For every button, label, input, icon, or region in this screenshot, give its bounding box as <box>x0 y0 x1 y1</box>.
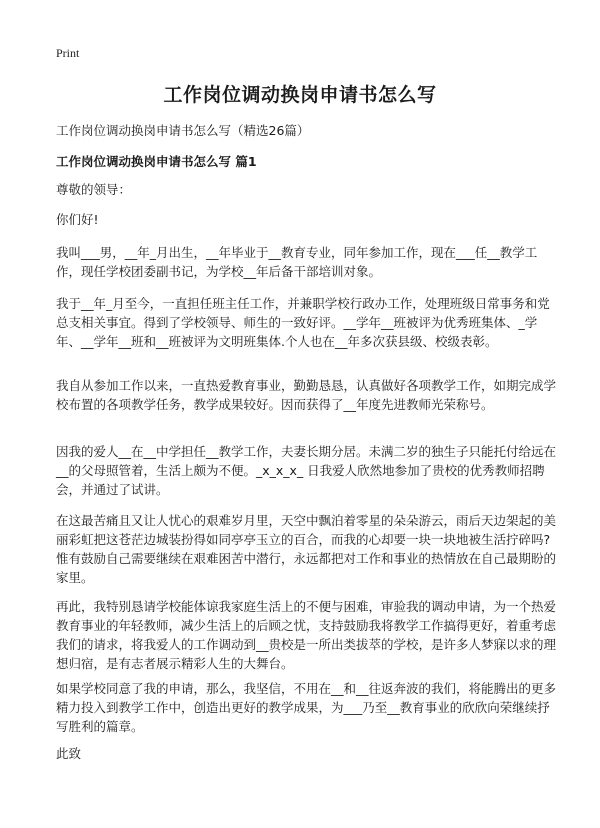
page-title: 工作岗位调动换岗申请书怎么写 <box>163 84 437 106</box>
closing: 此致 <box>56 746 82 761</box>
salutation: 尊敬的领导： <box>56 182 132 197</box>
greeting: 你们好! <box>56 212 99 227</box>
paragraph-7: 如果学校同意了我的申请，那么，我坚信，不用在__和__往返奔波的我们，将能腾出的更多精力投入到教学工作中，创造出更好的教学成果，为___乃至__教育事业的欣欣向荣继续抒写胜利的篇章。 <box>56 681 557 734</box>
paragraph-1: 我叫___男，__年_月出生，__年毕业于__教育专业，同年参加工作，现在___任__教学工作，现任学校团委副书记，为学校__年后备干部培训对象。 <box>56 245 538 279</box>
print-link[interactable]: Print <box>56 46 80 60</box>
paragraph-4: 因我的爱人__在__中学担任__教学工作，夫妻长期分居。未满二岁的独生子只能托付给远在__的父母照管着，生活上颇为不便。_x_x_x_ 日我爱人欣然地参加了贵校的优秀教师招聘会，并通过了试讲。 <box>56 444 557 497</box>
document-subtitle: 工作岗位调动换岗申请书怎么写（精选26篇） <box>56 123 310 138</box>
paragraph-5: 在这最苦痛且又让人忧心的艰难岁月里，天空中飘泊着零星的朵朵游云，雨后天边架起的美丽彩虹把这苍茫边城装扮得如同亭亭玉立的百合，而我的心却要一块一块地被生活拧碎吗?惟有鼓励自己需要继续在艰难困苦中潜行，永远都把对工作和事业的热情放在自己最期盼的家里。 <box>56 513 557 585</box>
paragraph-6: 再此，我特别恳请学校能体谅我家庭生活上的不便与困难，审验我的调动申请，为一个热爱教育事业的年轻教师，减少生活上的后顾之忧，支持鼓励我将教学工作搞得更好，着重考虑我们的请求，将我爱人的工作调动到__贵校是一所出类拔萃的学校，是许多人梦寐以求的理想归宿，是有志者展示精彩人生的大舞台。 <box>56 599 557 671</box>
paragraph-2: 我于__年_月至今，一直担任班主任工作，并兼职学校行政办工作，处理班级日常事务和党总支相关事宜。得到了学校领导、师生的一致好评。__学年__班被评为优秀班集体、_学年、__学年__班和__班被评为文明班集体.个人也在__年多次获县级、校级表彰。 <box>56 296 550 349</box>
section-heading: 工作岗位调动换岗申请书怎么写 篇1 <box>56 154 257 169</box>
paragraph-3: 我自从参加工作以来，一直热爱教育事业，勤勤恳恳，认真做好各项教学工作，如期完成学校布置的各项教学任务，教学成果较好。因而获得了__年度先进教师光荣称号。 <box>56 378 557 412</box>
